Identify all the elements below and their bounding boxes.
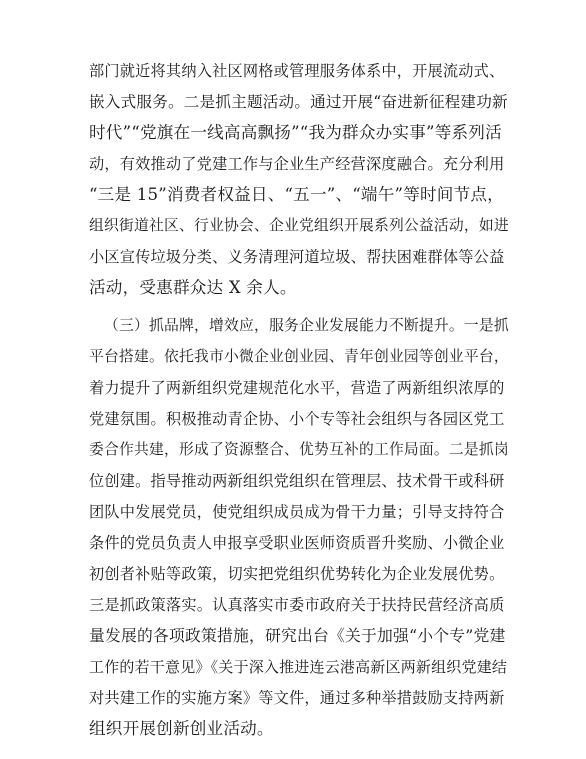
text-line: 团队中发展党员，使党组织成员成为骨干力量；引导支持符合 [89,503,505,521]
text-line: “三是 15”消费者权益日、“五一”、“端午”等时间节点， [89,185,504,204]
text-line: 位创建。指导推动两新组织党组织在管理层、技术骨干或科研 [89,472,505,490]
text-line: 委合作共建，形成了资源整合、优势互补的工作局面。二是抓岗 [89,441,509,458]
text-line: 三是抓政策落实。认真落实市委市政府关于扶持民营经济高质 [89,596,505,614]
text-line: 工作的若干意见》《关于深入推进连云港高新区两新组织党建结 [89,658,508,676]
text-line: 初创者补贴等政策，切实把党组织优势转化为企业发展优势。 [89,565,505,583]
text-line: 组织开展创新创业活动。 [89,719,274,738]
paragraph-first-line: （三）抓品牌，增效应，服务企业发展能力不断提升。一是抓 [104,317,509,334]
text-line: 动，有效推动了党建工作与企业生产经营深度融合。充分利用 [89,155,505,173]
text-line: 嵌入式服务。二是抓主题活动。通过开展“奋进新征程建功新 [89,93,508,111]
text-line: 量发展的各项政策措施，研究出台《关于加强“小个专”党建 [89,626,506,645]
text-line: 条件的党员负责人申报享受职业医师资质晋升奖励、小微企业 [89,534,505,552]
text-line: 活动，受惠群众达 X 余人。 [89,278,297,297]
text-line: 小区宣传垃圾分类、义务清理河道垃圾、帮扶困难群体等公益 [89,248,505,266]
text-line: 平台搭建。依托我市小微企业创业园、青年创业园等创业平台， [89,348,509,365]
text-line: 部门就近将其纳入社区网格或管理服务体系中，开展流动式、 [89,62,505,80]
text-line: 时代”“党旗在一线高高飘扬”“我为群众办实事”等系列活 [89,123,502,142]
text-line: 着力提升了两新组织党建规范化水平，营造了两新组织浓厚的 [89,379,505,397]
text-line: 党建氛围。积极推动青企协、小个专等社会组织与各园区党工 [89,410,505,428]
text-line: 组织街道社区、行业协会、企业党组织开展系列公益活动，如进 [89,217,509,234]
text-line: 对共建工作的实施方案》等文件，通过多种举措鼓励支持两新 [89,689,505,707]
